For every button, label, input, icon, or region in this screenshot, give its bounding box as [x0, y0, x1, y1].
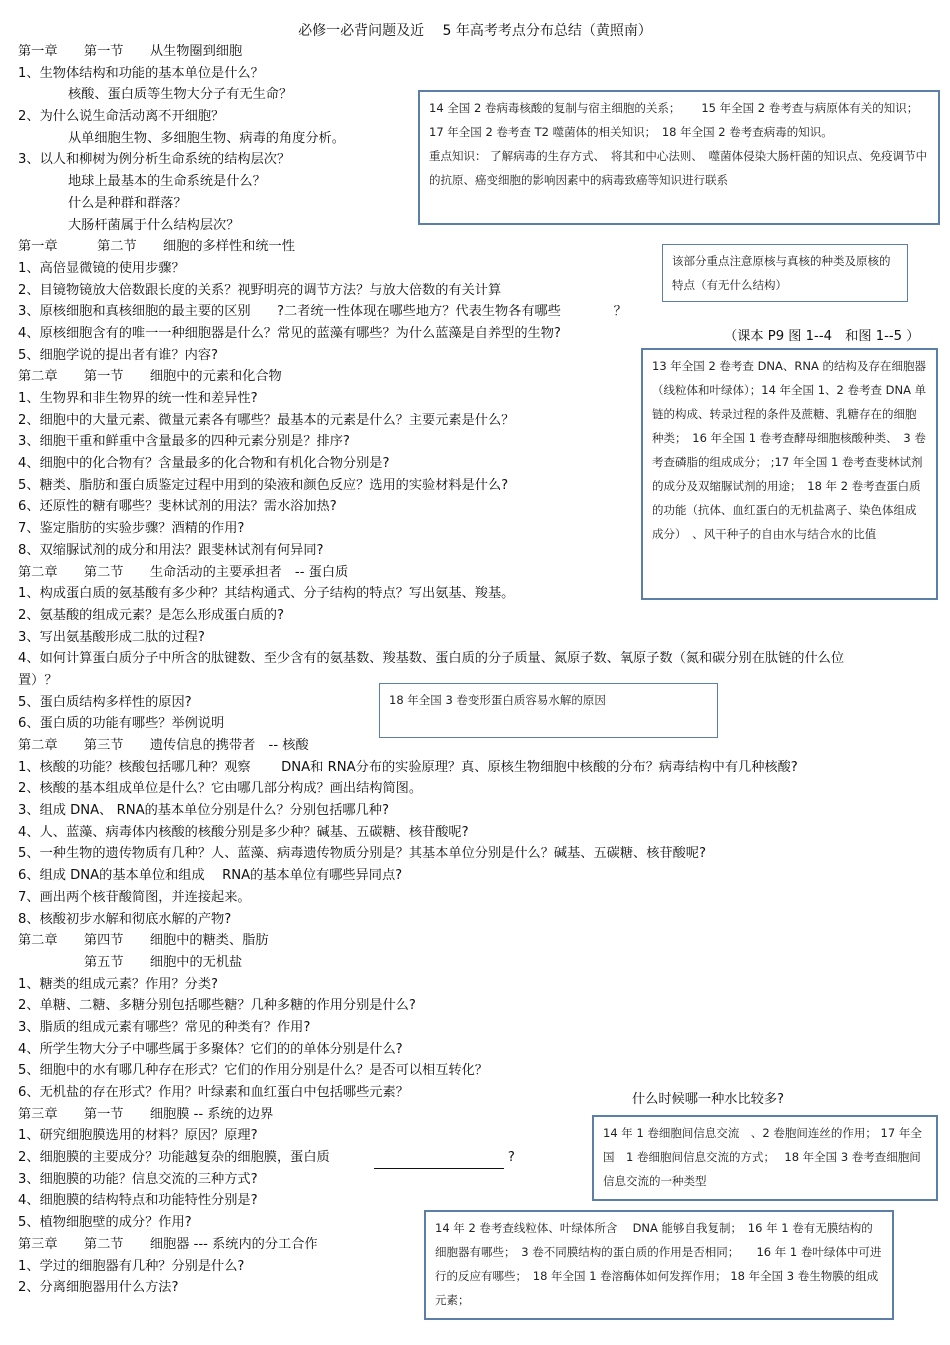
- question: 1、核酸的功能？核酸包括哪几种？观察 DNA和 RNA分布的实验原理？真、原核生物细胞中核酸的分布？病毒结构中有几种核酸?: [18, 759, 798, 775]
- question: 5、一种生物的遗传物质有几种？人、蓝藻、病毒遗传物质分别是？其基本单位分别是什么？碱基、五碳糖、核苷酸呢?: [18, 846, 706, 862]
- question: 4、如何计算蛋白质分子中所含的肽键数、至少含有的氨基数、羧基数、蛋白质的分子质量、氮原子数、氧原子数（氮和碳分别在肽链的什么位置）？: [18, 651, 845, 688]
- question: 3、脂质的组成元素有哪些？常见的种类有？作用?: [18, 1019, 311, 1035]
- question: 2、核酸的基本组成单位是什么？它由哪几部分构成？画出结构简图。: [18, 781, 423, 797]
- question: 2、目镜物镜放大倍数跟长度的关系？视野明亮的调节方法？与放大倍数的有关计算: [18, 282, 502, 298]
- exam-note-box-compounds: [641, 348, 938, 600]
- exam-note-text: 14 全国 2 卷病毒核酸的复制与宿主细胞的关系； 15 年全国 2 卷考查与病原体有关的知识； 17 年全国 2 卷考查 T2 噬菌体的相关知识； 18 年全国 2 卷考查病毒的知识。: [429, 101, 919, 139]
- question: 4、细胞中的化合物有？含量最多的化合物和有机化合物分别是?: [18, 456, 390, 472]
- question: 7、画出两个核苷酸简图，并连接起来。: [18, 889, 251, 905]
- exam-note-text: 14 年 1 卷细胞间信息交流 、2 卷胞间连丝的作用； 17 年全国 1 卷细胞间信息交流的方式； 18 年全国 3 卷考查细胞间信息交流的一种类型: [603, 1126, 922, 1188]
- question: 6、还原性的糖有哪些？斐林试剂的用法？需水浴加热?: [18, 499, 337, 515]
- question: 3、写出氨基酸形成二肽的过程?: [18, 629, 205, 645]
- question: 3、原核细胞和真核细胞的最主要的区别 ?二者统一性体现在哪些地方？代表生物各有哪些 ？: [18, 304, 627, 320]
- question: 5、细胞中的水有哪几种存在形式？它们的作用分别是什么？是否可以相互转化？: [18, 1063, 488, 1079]
- sub-question: 大肠杆菌属于什么结构层次？: [68, 217, 240, 233]
- exam-note-text: 18 年全国 3 卷变形蛋白质容易水解的原因: [389, 693, 606, 707]
- chapter-heading: 第一章 第二节 细胞的多样性和统一性: [18, 239, 295, 255]
- note-box-prokaryote: [662, 244, 908, 302]
- chapter-heading: 第三章 第二节 细胞器 --- 系统内的分工合作: [18, 1236, 318, 1252]
- key-knowledge-text: 重点知识： 了解病毒的生存方式、 将其和中心法则、 噬菌体侵染大肠杆菌的知识点、免疫调节中的抗原、癌变细胞的影响因素中的病毒致癌等知识进行联系: [429, 149, 928, 187]
- question: 2、分离细胞器用什么方法?: [18, 1280, 179, 1296]
- question: 2、细胞中的大量元素、微量元素各有哪些？最基本的元素是什么？主要元素是什么？: [18, 412, 515, 428]
- note-text: 该部分重点注意原核与真核的种类及原核的特点（有无什么结构）: [672, 254, 891, 292]
- chapter-heading: 第二章 第三节 遗传信息的携带者 -- 核酸: [18, 738, 309, 754]
- chapter-heading: 第一章 第一节 从生物圈到细胞: [18, 44, 243, 59]
- sub-question: 从单细胞生物、多细胞生物、病毒的角度分析。: [68, 130, 345, 146]
- question: 4、所学生物大分子中哪些属于多聚体？它们的的单体分别是什么?: [18, 1041, 403, 1057]
- chapter-heading: 第二章 第二节 生命活动的主要承担者 -- 蛋白质: [18, 564, 349, 580]
- exam-note-box-virus: [418, 90, 940, 225]
- sub-question: 什么是种群和群落？: [68, 195, 187, 211]
- question: 1、高倍显微镜的使用步骤？: [18, 260, 185, 276]
- water-question: 什么时候哪一种水比较多?: [632, 1092, 785, 1107]
- textbook-reference: （课本 P9 图 1--4 和图 1--5 ）: [724, 329, 920, 344]
- question: 8、双缩脲试剂的成分和用法？跟斐林试剂有何异同?: [18, 542, 324, 558]
- question: 6、组成 DNA的基本单位和组成 RNA的基本单位有哪些异同点?: [18, 868, 403, 884]
- exam-note-box-protein: [379, 683, 718, 738]
- question-text: 2、细胞膜的主要成分？功能越复杂的细胞膜，蛋白质: [18, 1150, 330, 1166]
- question: 1、构成蛋白质的氨基酸有多少种？其结构通式、分子结构的特点？写出氨基、羧基。: [18, 586, 515, 602]
- question: 4、人、蓝藻、病毒体内核酸的核酸分别是多少种？碱基、五碳糖、核苷酸呢?: [18, 824, 469, 840]
- chapter-heading: 第二章 第一节 细胞中的元素和化合物: [18, 369, 282, 385]
- question: 3、细胞膜的功能？信息交流的三种方式?: [18, 1171, 258, 1187]
- page-title: 必修一必背问题及近 5 年高考考点分布总结（黄照南）: [298, 23, 652, 39]
- chapter-heading: 第二章 第四节 细胞中的糖类、脂肪: [18, 933, 269, 949]
- question: 3、组成 DNA、 RNA的基本单位分别是什么？分别包括哪几种?: [18, 803, 389, 819]
- question: 1、研究细胞膜选用的材料？原因？原理?: [18, 1128, 258, 1144]
- question: 1、生物体结构和功能的基本单位是什么？: [18, 65, 264, 81]
- question: 1、生物界和非生物界的统一性和差异性?: [18, 391, 258, 406]
- question: 2、为什么说生命活动离不开细胞？: [18, 109, 225, 125]
- question-list: [18, 41, 938, 1299]
- question: 5、糖类、脂肪和蛋白质鉴定过程中用到的染液和颜色反应？选用的实验材料是什么?: [18, 477, 509, 493]
- exam-note-text: 14 年 2 卷考查线粒体、叶绿体所含 DNA 能够自我复制； 16 年 1 卷有无膜结构的细胞器有哪些； 3 卷不同膜结构的蛋白质的作用是否相同； 16 年 1 卷叶绿体中可进行的反应有哪些； 18 年全国 1 卷溶酶体如何发挥作用； 18 年全国 3 卷生物膜的组成元素；: [435, 1221, 882, 1307]
- chapter-heading: 第三章 第一节 细胞膜 -- 系统的边界: [18, 1106, 274, 1122]
- question: 8、核酸初步水解和彻底水解的产物?: [18, 911, 232, 927]
- chapter-heading: 第五节 细胞中的无机盐: [84, 954, 243, 970]
- question: 5、细胞学说的提出者有谁？内容?: [18, 347, 219, 363]
- exam-note-box-organelle: [424, 1210, 894, 1320]
- blank-mark: ?: [507, 1150, 515, 1166]
- question: 5、蛋白质结构多样性的原因?: [18, 694, 192, 710]
- exam-note-text: 13 年全国 2 卷考查 DNA、RNA 的结构及存在细胞器（线粒体和叶绿体）；14 年全国 1、2 卷考查 DNA 单链的构成、转录过程的条件及蔗糖、乳糖存在的细胞种类； 16 年全国 1 卷考查酵母细胞核酸种类、 3 卷考查磷脂的组成成分； ;17 年全国 1 卷考查斐林试剂的成分及双缩脲试剂的用途； 18 年 2 卷考查蛋白质的功能（抗体、血红蛋白的无机盐离子、染色体组成成分） 、风干种子的自由水与结合水的比值: [652, 359, 927, 541]
- sub-question: 地球上最基本的生命系统是什么？: [68, 174, 266, 190]
- question: 6、无机盐的存在形式？作用？叶绿素和血红蛋白中包括哪些元素？: [18, 1085, 409, 1101]
- question: 4、细胞膜的结构特点和功能特性分别是?: [18, 1193, 258, 1209]
- question: 1、糖类的组成元素？作用？分类?: [18, 976, 219, 992]
- exam-note-box-membrane: [592, 1115, 938, 1201]
- question: 3、细胞干重和鲜重中含量最多的四种元素分别是？排序?: [18, 434, 350, 450]
- question: 2、单糖、二糖、多糖分别包括哪些糖？几种多糖的作用分别是什么?: [18, 998, 416, 1014]
- question: 3、以人和柳树为例分析生命系统的结构层次？: [18, 152, 291, 168]
- question: 2、氨基酸的组成元素？是怎么形成蛋白质的?: [18, 607, 284, 623]
- fill-blank: [374, 1154, 504, 1169]
- question: 1、学过的细胞器有几种？分别是什么?: [18, 1258, 245, 1274]
- sub-question: 核酸、蛋白质等生物大分子有无生命？: [68, 87, 293, 103]
- question: 5、植物细胞壁的成分？作用?: [18, 1215, 192, 1231]
- question: 4、原核细胞含有的唯一一种细胞器是什么？常见的蓝藻有哪些？为什么蓝藻是自养型的生物?: [18, 325, 561, 341]
- question: 6、蛋白质的功能有哪些？举例说明: [18, 716, 225, 732]
- question: 7、鉴定脂肪的实验步骤？酒精的作用?: [18, 521, 245, 537]
